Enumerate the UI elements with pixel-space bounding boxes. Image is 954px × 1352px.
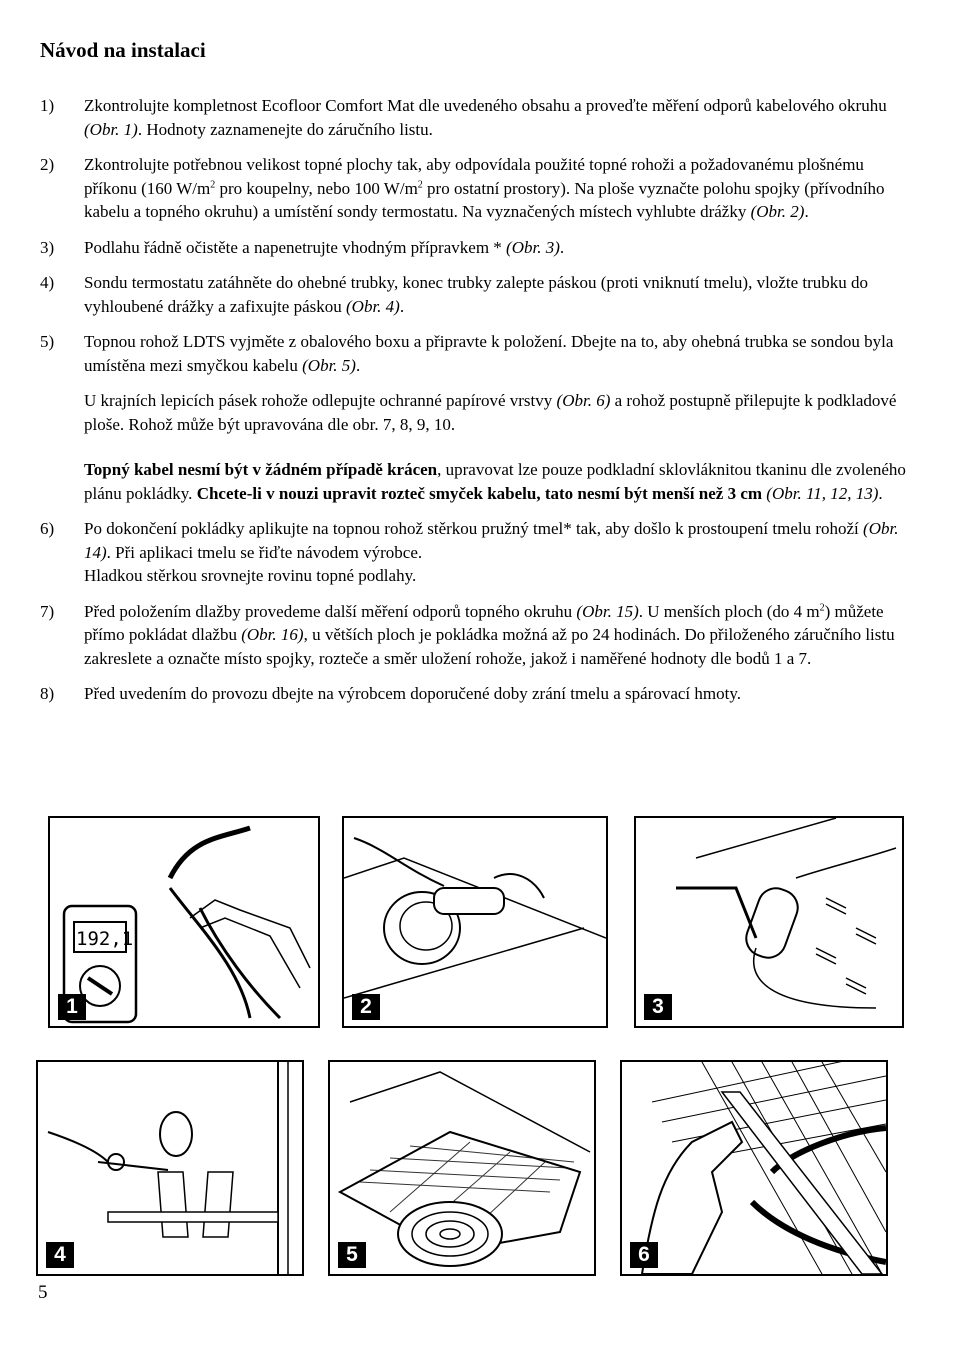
warning-paragraph — [84, 458, 912, 505]
text: . U menších ploch (do 4 m — [638, 601, 820, 621]
text: Před uvedením do provozu dbejte na výrobcem doporučené doby zrání tmelu a spárovací hmoty. — [84, 684, 741, 703]
figure-number-badge: 2 — [352, 994, 380, 1020]
text: . — [878, 483, 883, 503]
figure-grid — [36, 816, 908, 1276]
warning-text: Topný kabel nesmí být v žádném případě krácen — [84, 460, 438, 479]
text: Po dokončení pokládky aplikujte na topnou rohož stěrkou pružný tmel* tak, aby došlo k prostoupení tmelu rohoží — [84, 519, 864, 538]
figure-reference: (Obr. 6) — [556, 391, 611, 410]
superscript: 2 — [819, 601, 825, 613]
step-text — [84, 600, 912, 671]
figure-number-badge: 5 — [338, 1242, 366, 1268]
figure-reference: (Obr. 4) — [346, 296, 400, 316]
step-text — [84, 330, 912, 505]
step-6 — [40, 517, 912, 588]
text: . — [399, 296, 405, 316]
step-7 — [40, 600, 912, 671]
step-number: 1) — [40, 96, 55, 115]
step-text — [84, 682, 912, 706]
figure-reference: (Obr. 2) — [750, 202, 805, 221]
step-text — [84, 94, 912, 141]
paragraph — [84, 330, 912, 377]
text: U krajních lepicích pásek rohože odlepujte ochranné papírové vrstvy — [84, 391, 557, 410]
figure-1 — [48, 816, 320, 1028]
text: Zkontrolujte kompletnost Ecofloor Comfort Mat dle uvedeného obsahu a proveďte měření odporů kabelového okruhu — [84, 96, 887, 115]
step-number: 5) — [40, 332, 55, 351]
figure-reference: (Obr. 3) — [506, 237, 560, 257]
figure-reference: (Obr. 11, 12, 13) — [766, 483, 879, 503]
figure-reference: (Obr. 15) — [576, 601, 639, 621]
step-text — [84, 153, 912, 224]
superscript: 2 — [417, 178, 423, 190]
figure-number-badge: 3 — [644, 994, 672, 1020]
text: Zkontrolujte potřebnou velikost topné plochy tak, aby odpovídala použité topné rohoži a požadovanému plošnému příkonu (160 W/m — [84, 155, 864, 198]
text: . — [804, 202, 809, 221]
figure-number-badge: 4 — [46, 1242, 74, 1268]
step-number: 7) — [40, 601, 55, 621]
step-text — [84, 271, 912, 318]
step-3 — [40, 236, 912, 260]
multimeter-icon — [50, 818, 318, 1026]
instruction-list — [40, 94, 912, 718]
text: . Při aplikaci tmelu se řiďte návodem výrobce. — [106, 542, 423, 562]
figure-reference: (Obr. 16) — [241, 625, 304, 644]
text: . — [355, 355, 361, 375]
step-number: 3) — [40, 237, 55, 257]
step-number: 6) — [40, 519, 55, 538]
text: . Hodnoty zaznamenejte do záručního listu. — [137, 119, 433, 139]
text: . — [559, 237, 565, 257]
figure-reference: (Obr. 5) — [302, 355, 356, 375]
page-number: 5 — [38, 1282, 48, 1303]
tape-scissors-icon — [38, 1062, 302, 1274]
step-number: 8) — [40, 684, 55, 703]
heating-mat-roll-icon — [330, 1062, 594, 1274]
figure-3 — [634, 816, 904, 1028]
step-number: 2) — [40, 155, 55, 174]
figure-number-badge: 1 — [58, 994, 86, 1020]
text: Topnou rohož LDTS vyjměte z obalového boxu a připravte k položení. Dbejte na to, aby ohebná trubka se sondou byla umístěna mezi smyčkou kabelu — [84, 332, 894, 375]
paint-roller-icon — [636, 818, 902, 1026]
figure-number-badge: 6 — [630, 1242, 658, 1268]
angle-grinder-icon — [344, 818, 606, 1026]
step-number: 4) — [40, 273, 55, 292]
step-1 — [40, 94, 912, 141]
figure-4 — [36, 1060, 304, 1276]
text: Před položením dlažby provedeme další měření odporů topného okruhu — [84, 601, 577, 621]
meter-reading: 192,1 — [76, 928, 134, 950]
text: pro koupelny, nebo 100 W/m — [215, 178, 418, 198]
step-text — [84, 236, 912, 260]
text: , u větších ploch je pokládka možná až po 24 hodinách. Do přiloženého záručního listu zakreslete a označte místo spojky, rozteče a směr uložení rohože, jakož i naměřené hodnoty dle bodů 1 a 7. — [84, 625, 895, 668]
step-8 — [40, 682, 912, 706]
figure-reference: (Obr. 1) — [84, 119, 138, 139]
page-title: Návod na instalaci — [40, 38, 206, 62]
step-4 — [40, 271, 912, 318]
superscript: 2 — [210, 178, 216, 190]
warning-text: Chcete-li v nouzi upravit rozteč smyček kabelu, tato nesmí být menší než 3 cm — [196, 483, 763, 503]
text: Hladkou stěrkou srovnejte rovinu topné podlahy. — [84, 566, 417, 585]
step-5 — [40, 330, 912, 505]
peel-tape-mat-icon — [622, 1062, 886, 1274]
text: pro ostatní prostory). Na ploše vyznačte polohu spojky (přívodního kabelu a topného okruhu) a umístění sondy termostatu. Na vyznačených místech vyhlubte drážky — [84, 178, 885, 221]
text: Sondu termostatu zatáhněte do ohebné trubky, konec trubky zalepte páskou (proti vniknutí tmelu), vložte trubku do vyhloubené drážky a zafixujte páskou — [84, 273, 869, 316]
figure-5 — [328, 1060, 596, 1276]
step-text — [84, 517, 912, 588]
figure-2 — [342, 816, 608, 1028]
text: ) můžete přímo pokládat dlažbu — [84, 601, 884, 644]
text: , upravovat lze pouze podkladní sklovláknitou tkaninu dle zvoleného plánu pokládky. — [84, 460, 906, 503]
text: a rohož postupně přilepujte k podkladové ploše. Rohož může být upravována dle obr. 7, 8, 9, 10. — [84, 391, 897, 434]
paragraph — [84, 389, 912, 436]
step-2 — [40, 153, 912, 224]
text: Podlahu řádně očistěte a napenetrujte vhodným přípravkem * — [84, 237, 507, 257]
figure-6 — [620, 1060, 888, 1276]
figure-reference: (Obr. 14) — [84, 519, 899, 562]
